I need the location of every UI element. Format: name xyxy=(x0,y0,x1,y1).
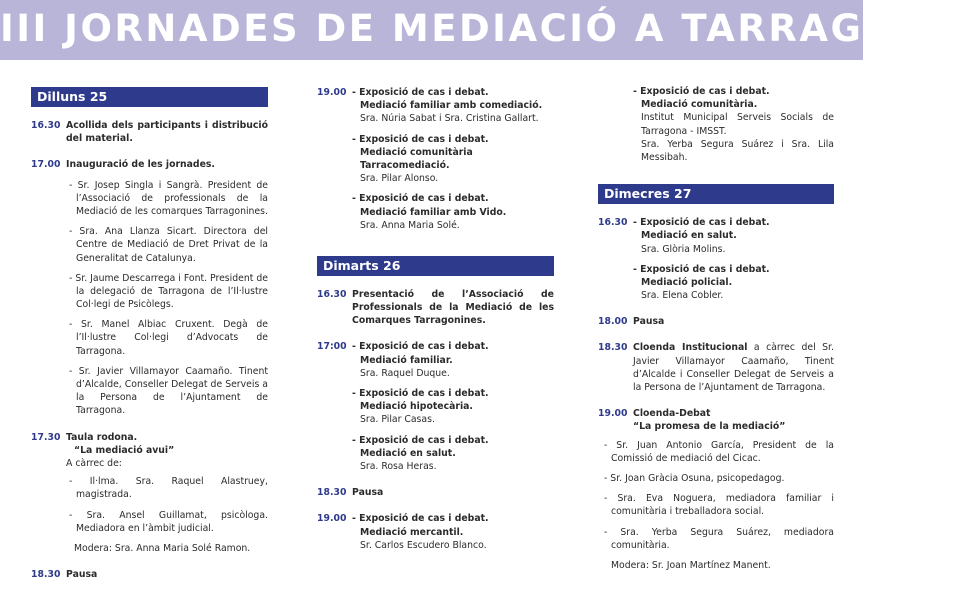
talk-block xyxy=(352,86,554,126)
talk-speaker: Sra. Pilar Casas. xyxy=(360,414,435,426)
speaker-item: - Il·lma. Sra. Raquel Alastruey, magistrada. xyxy=(69,476,268,501)
event-title: Pausa xyxy=(352,487,384,499)
closing-speakers xyxy=(598,439,834,573)
event-tuesday-cont xyxy=(598,85,834,164)
event-title: Cloenda-Debat xyxy=(633,408,711,420)
talk-title: Mediació familiar. xyxy=(360,354,453,366)
event-title: Pausa xyxy=(66,569,98,581)
talk-type: - Exposició de cas i debat. xyxy=(352,513,489,525)
speaker-item: - Sr. Manel Albiac Cruxent. Degà de l’Il·lustre Col·legi d’Advocats de Tarragona. xyxy=(69,319,268,357)
talk-title: Mediació mercantil. xyxy=(360,526,464,538)
event-title: Presentació de l’Associació de Professionals de la Mediació de les Comarques Tarragonines. xyxy=(352,288,554,327)
event-1630-tuesday xyxy=(317,288,554,328)
speaker-item: - Sr. Josep Singla i Sangrà. President de l’Associació de professionals de la Mediació de les comarques Tarragonines. xyxy=(69,179,268,217)
talk-block xyxy=(352,387,554,427)
talk-speaker: Sra. Pilar Alonso. xyxy=(360,173,439,185)
event-time: 18.00 xyxy=(598,316,628,328)
talk-type: - Exposició de cas i debat. xyxy=(352,133,489,145)
moderator: Modera: Sr. Joan Martínez Manent. xyxy=(611,559,771,571)
talk-title: Mediació en salut. xyxy=(360,447,456,459)
talk-speaker: Sra. Glòria Molins. xyxy=(641,243,726,255)
talk-type: - Exposició de cas i debat. xyxy=(633,263,770,275)
talk-block xyxy=(633,216,834,256)
talk-type: - Exposició de cas i debat. xyxy=(633,86,770,97)
event-title: Pausa xyxy=(633,316,665,328)
event-title: Cloenda Institucional xyxy=(633,342,748,354)
talk-block xyxy=(352,133,554,186)
event-time: 16.30 xyxy=(598,217,628,229)
talk-speaker: Sra. Raquel Duque. xyxy=(360,367,450,379)
event-time: 17.30 xyxy=(31,431,61,443)
talk-type: - Exposició de cas i debat. xyxy=(352,193,489,205)
event-1700-monday xyxy=(31,158,268,417)
talk-type: - Exposició de cas i debat. xyxy=(352,87,489,98)
event-title: Inauguració de les jornades. xyxy=(66,159,215,171)
event-1630-monday xyxy=(31,119,268,145)
day-header-wednesday: Dimecres 27 xyxy=(598,184,834,204)
talk-organization: Institut Municipal Serveis Socials de Tarragona - IMSST. xyxy=(641,112,834,137)
column-wednesday xyxy=(598,85,834,572)
talk-block xyxy=(352,340,554,380)
talk-speaker: Sra. Elena Cobler. xyxy=(641,290,724,302)
column-tuesday xyxy=(317,86,554,552)
event-1830-wednesday xyxy=(598,341,834,394)
speaker-item: - Sr. Joan Gràcia Osuna, psicopedagog. xyxy=(604,472,785,484)
talk-title: Mediació comunitària Tarracomediació. xyxy=(360,146,473,171)
event-time: 17.00 xyxy=(31,159,61,171)
page-title: III JORNADES DE MEDIACIÓ A TARRAGONA xyxy=(0,7,962,50)
speaker-item: - Sra. Ana Llanza Sicart. Directora del Centre de Mediació de Dret Privat de la Generalitat de Catalunya. xyxy=(69,226,268,264)
event-time: 18.30 xyxy=(317,487,347,499)
event-1900-wednesday xyxy=(598,407,834,438)
talk-type: - Exposició de cas i debat. xyxy=(352,341,489,353)
event-intro: A càrrec de: xyxy=(66,457,122,469)
talk-type: - Exposició de cas i debat. xyxy=(633,217,770,229)
event-time: 19.00 xyxy=(317,513,347,525)
column-monday xyxy=(31,87,268,581)
talk-title: Mediació familiar amb comediació. xyxy=(360,100,543,112)
talk-title: Mediació familiar amb Vido. xyxy=(360,206,507,218)
event-subtitle: “La mediació avui” xyxy=(74,444,175,456)
talk-speaker: Sra. Rosa Heras. xyxy=(360,460,437,472)
event-title: Taula rodona. xyxy=(66,431,138,443)
talk-type: - Exposició de cas i debat. xyxy=(352,388,489,399)
talk-speaker: Sr. Carlos Escudero Blanco. xyxy=(360,539,487,551)
event-time: 16.30 xyxy=(317,288,347,300)
event-1800-wednesday xyxy=(598,315,834,328)
event-1700-tuesday xyxy=(317,340,554,473)
speaker-item: - Sra. Eva Noguera, mediadora familiar i comunitària i treballadora social. xyxy=(604,493,834,518)
talk-type: - Exposició de cas i debat. xyxy=(352,434,489,446)
day-header-tuesday: Dimarts 26 xyxy=(317,256,554,276)
event-time: 19.00 xyxy=(598,408,628,420)
talk-title: Mediació policial. xyxy=(641,276,733,288)
day-header-monday: Dilluns 25 xyxy=(31,87,268,107)
talk-block xyxy=(352,512,554,552)
talk-title: Mediació comunitària. xyxy=(641,99,758,111)
event-1900-tuesday xyxy=(317,512,554,552)
event-subtitle: “La promesa de la mediació” xyxy=(633,421,786,433)
event-1830-tuesday xyxy=(317,486,554,499)
talk-title: Mediació en salut. xyxy=(641,230,737,242)
talk-block xyxy=(633,85,834,164)
speaker-item: - Sra. Yerba Segura Suárez, mediadora comunitària. xyxy=(604,526,834,551)
speaker-item: - Sra. Ansel Guillamat, psicòloga. Mediadora en l’àmbit judicial. xyxy=(69,509,268,534)
talk-speaker: Sra. Núria Sabat i Sra. Cristina Gallart. xyxy=(360,113,539,125)
title-banner xyxy=(0,0,962,60)
talk-title: Mediació hipotecària. xyxy=(360,401,473,413)
speaker-item: - Sr. Juan Antonio García, President de la Comissió de mediació del Cicac. xyxy=(604,439,834,464)
event-title: Acollida dels participants i distribució del material. xyxy=(66,120,268,145)
event-description: a càrrec del Sr. Javier Villamayor Caamaño, Tinent d’Alcalde i Conseller Delegat de Serveis a la Persona de l’Ajuntament de Tarragona. xyxy=(633,342,834,393)
event-1900-monday-cont xyxy=(317,86,554,232)
talk-block xyxy=(352,434,554,474)
event-time: 19.00 xyxy=(317,87,347,98)
talk-speaker: Sra. Anna Maria Solé. xyxy=(360,219,460,231)
talk-block xyxy=(352,192,554,232)
talk-block xyxy=(633,263,834,303)
event-time: 18.30 xyxy=(598,342,628,354)
event-time: 17:00 xyxy=(317,341,347,353)
talk-speaker: Sra. Yerba Segura Suárez i Sra. Lila Messibah. xyxy=(641,138,834,163)
event-time: 18.30 xyxy=(31,569,61,581)
speaker-item: - Sr. Javier Villamayor Caamaño. Tinent d’Alcalde, Conseller Delegat de Serveis a la Persona de l’Ajuntament de Tarragona. xyxy=(69,365,268,417)
event-1830-monday xyxy=(31,568,268,581)
moderator: Modera: Sra. Anna Maria Solé Ramon. xyxy=(74,542,251,554)
event-1630-wednesday xyxy=(598,216,834,302)
speaker-item: - Sr. Jaume Descarrega i Font. President de la delegació de Tarragona de l’Il·lustre Col·legi de Psicòlegs. xyxy=(69,272,268,311)
event-time: 16.30 xyxy=(31,120,61,131)
event-1730-monday xyxy=(31,431,268,556)
